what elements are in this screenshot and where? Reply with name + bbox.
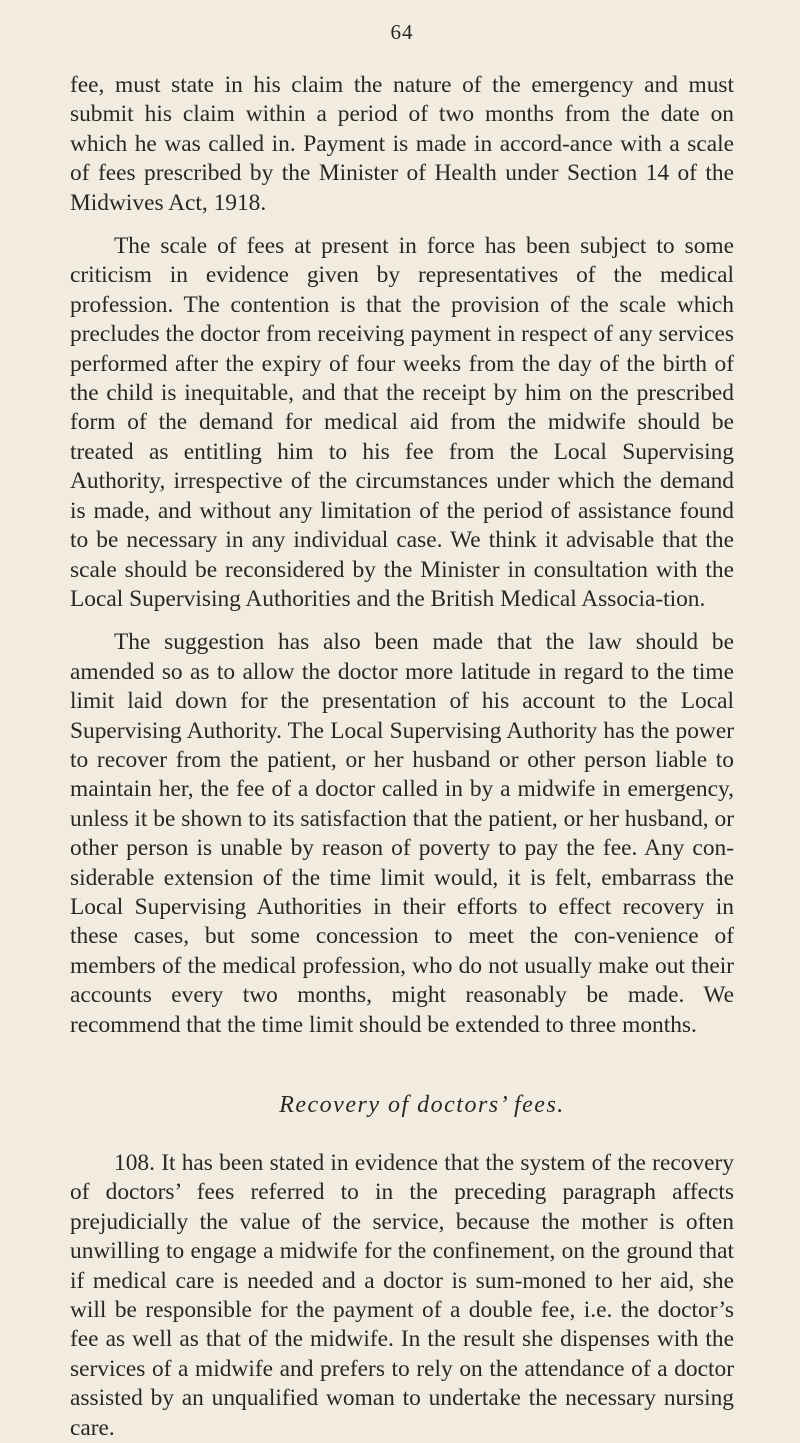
paragraph-4: 108. It has been stated in evidence that the system of the recovery of doctors’ fees referred to in the preceding paragraph affects prejudicially the value of the service, because the mother is often unwilling to engage a midwife for the confinement, on the ground that if medical care is needed and a doctor is sum-moned to her aid, she will be responsible for the payment of a double fee, i.e. the doctor’s fee as well as that of the midwife. In the result she dispenses with the services of a midwife and prefers to rely on the attendance of a doctor assisted by an unqualified woman to undertake the necessary nursing care. (70, 1150, 734, 1441)
section-subheading: Recovery of doctors’ fees. (279, 1092, 565, 1118)
paragraph-1: fee, must state in his claim the nature of the emergency and must submit his claim within a period of two months from the date on which he was called in. Payment is made in accord-ance with a scale of fees prescribed by the Minister of Health under Section 14 of the Midwives Act, 1918. (70, 72, 734, 216)
paragraph-3: The suggestion has also been made that the law should be amended so as to allow the doctor more latitude in regard to the time limit laid down for the presentation of his account to the Local Supervising Authority. The Local Supervising Authority has the power to recover from the patient, or her husband or other person liable to maintain her, the fee of a doctor called in by a midwife in emergency, unless it be shown to its satisfaction that the patient, or her husband, or other person is unable by reason of poverty to pay the fee. Any con-siderable extension of the time limit would, it is felt, embarrass the Local Supervising Authorities in their efforts to effect recovery in these cases, but some concession to meet the con-venience of members of the medical profession, who do not usually make out their accounts every two months, might reasonably be made. We recommend that the time limit should be extended to three months. (70, 629, 734, 1038)
paragraph-2: The scale of fees at present in force has been subject to some criticism in evidence given by representatives of the medical profession. The contention is that the provision of the scale which precludes the doctor from receiving payment in respect of any services performed after the expiry of four weeks from the day of the birth of the child is inequitable, and that the receipt by him on the prescribed form of the demand for medical aid from the midwife should be treated as entitling him to his fee from the Local Supervising Authority, irrespective of the circumstances under which the demand is made, and without any limitation of the period of assistance found to be necessary in any individual case. We think it advisable that the scale should be reconsidered by the Minister in consultation with the Local Supervising Authorities and the British Medical Associa-tion. (70, 233, 734, 612)
page-number: 64 (390, 20, 414, 44)
